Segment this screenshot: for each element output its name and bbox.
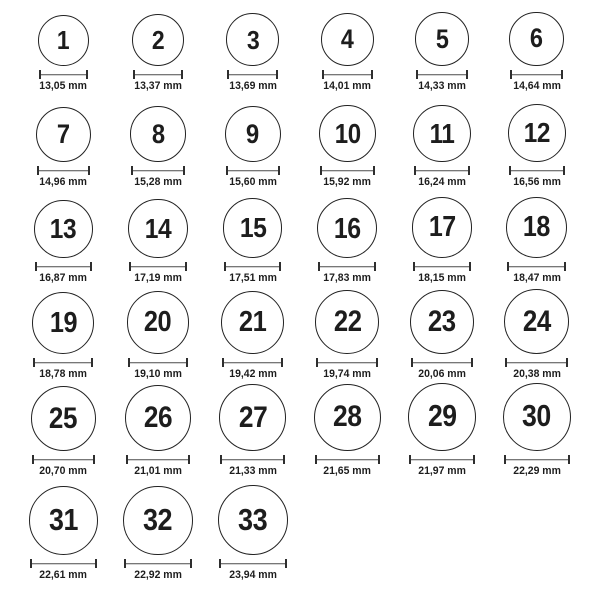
- diameter-ruler: [315, 455, 380, 464]
- diameter-label: 19,42 mm: [228, 368, 277, 380]
- diameter-label: 13,69 mm: [228, 80, 277, 92]
- ring-size-cell: [111, 189, 206, 285]
- ring-size-cell: [395, 381, 490, 478]
- diameter-ruler: [413, 262, 472, 271]
- diameter-ruler: [509, 166, 565, 175]
- ring-size-cell: [205, 478, 300, 582]
- diameter-ruler: [416, 70, 468, 79]
- ring-circle: [127, 291, 190, 354]
- ring-size-cell: [16, 285, 111, 381]
- ring-circle: [503, 383, 571, 451]
- diameter-label: 14,96 mm: [39, 176, 88, 188]
- ring-size-cell: [395, 11, 490, 93]
- diameter-ruler: [505, 358, 568, 367]
- ring-size-number: 3: [246, 24, 259, 55]
- diameter-label: 18,15 mm: [418, 272, 466, 284]
- ring-size-number: 8: [151, 118, 165, 149]
- ring-size-cell: [300, 93, 395, 189]
- ring-size-number: 13: [50, 212, 77, 244]
- diameter-ruler: [32, 455, 95, 464]
- ring-circle: [128, 199, 187, 258]
- diameter-ruler: [126, 455, 190, 464]
- diameter-label: 16,87 mm: [39, 272, 88, 284]
- ring-size-number: 1: [57, 25, 70, 56]
- ring-size-number: 33: [238, 501, 268, 537]
- ring-size-cell: [300, 189, 395, 285]
- ring-size-cell: [16, 11, 111, 93]
- diameter-ruler: [316, 358, 378, 367]
- diameter-ruler: [414, 166, 469, 175]
- ring-size-number: 2: [151, 24, 165, 55]
- diameter-label: 21,97 mm: [418, 465, 466, 477]
- diameter-label: 15,92 mm: [323, 176, 372, 188]
- ring-size-cell: [16, 93, 111, 189]
- ring-size-cell: [111, 93, 206, 189]
- ring-circle: [32, 292, 94, 354]
- diameter-ruler: [37, 166, 90, 175]
- diameter-ruler: [507, 262, 566, 271]
- ring-circle: [130, 106, 186, 162]
- ring-circle: [408, 383, 476, 451]
- diameter-ruler: [124, 559, 191, 568]
- ring-circle: [218, 485, 288, 555]
- diameter-label: 21,01 mm: [134, 465, 182, 477]
- ring-circle: [410, 290, 474, 354]
- ring-size-number: 9: [246, 118, 260, 150]
- ring-circle: [225, 106, 281, 162]
- ring-size-cell: [205, 11, 300, 93]
- ring-circle: [219, 384, 286, 451]
- diameter-ruler: [322, 70, 373, 79]
- ring-size-number: 16: [333, 211, 361, 244]
- diameter-label: 22,29 mm: [512, 465, 561, 477]
- diameter-ruler: [30, 559, 97, 568]
- ring-circle: [415, 12, 469, 66]
- diameter-label: 14,01 mm: [323, 80, 372, 92]
- ring-size-cell: [489, 93, 584, 189]
- diameter-ruler: [39, 70, 89, 79]
- diameter-ruler: [129, 262, 186, 271]
- ring-size-number: 27: [238, 400, 267, 434]
- ring-circle: [509, 12, 563, 66]
- diameter-ruler: [219, 559, 287, 568]
- ring-size-cell: [111, 381, 206, 478]
- ring-size-number: 6: [530, 23, 543, 54]
- ring-circle: [506, 197, 567, 258]
- diameter-label: 18,47 mm: [512, 272, 561, 284]
- ring-circle: [29, 486, 98, 555]
- ring-circle: [123, 486, 192, 555]
- ring-size-cell: [300, 381, 395, 478]
- diameter-label: 14,64 mm: [512, 80, 561, 92]
- ring-size-number: 18: [523, 211, 551, 244]
- diameter-label: 19,10 mm: [134, 368, 182, 380]
- ring-size-cell: [205, 93, 300, 189]
- ring-size-number: 32: [143, 502, 173, 537]
- diameter-ruler: [510, 70, 562, 79]
- diameter-ruler: [35, 262, 91, 271]
- ring-size-number: 4: [341, 24, 354, 55]
- diameter-label: 21,65 mm: [323, 465, 372, 477]
- ring-size-number: 26: [143, 401, 173, 435]
- ring-size-number: 7: [56, 119, 70, 150]
- ring-size-cell: [205, 285, 300, 381]
- diameter-ruler: [33, 358, 93, 367]
- ring-size-cell: [111, 285, 206, 381]
- ring-circle: [125, 385, 191, 451]
- ring-circle: [34, 200, 92, 258]
- diameter-ruler: [131, 166, 185, 175]
- diameter-label: 21,33 mm: [228, 465, 277, 477]
- ring-size-cell: [205, 189, 300, 285]
- ring-size-cell: [300, 285, 395, 381]
- diameter-ruler: [409, 455, 475, 464]
- diameter-label: 13,37 mm: [134, 80, 182, 92]
- ring-circle: [36, 107, 91, 162]
- diameter-label: 15,28 mm: [134, 176, 182, 188]
- diameter-ruler: [227, 70, 278, 79]
- ring-circle: [321, 13, 374, 66]
- ring-size-cell: [395, 189, 490, 285]
- ring-circle: [226, 13, 279, 66]
- ring-size-cell: [395, 93, 490, 189]
- ring-circle: [412, 197, 473, 258]
- ring-circle: [31, 386, 96, 451]
- diameter-label: 17,83 mm: [323, 272, 372, 284]
- ring-size-cell: [16, 381, 111, 478]
- diameter-ruler: [320, 166, 375, 175]
- ring-circle: [413, 105, 470, 162]
- ring-circle: [315, 290, 379, 354]
- ring-size-number: 19: [49, 306, 77, 339]
- diameter-label: 17,51 mm: [228, 272, 277, 284]
- ring-circle: [38, 15, 90, 67]
- diameter-ruler: [224, 262, 282, 271]
- ring-size-cell: [16, 189, 111, 285]
- diameter-label: 22,92 mm: [134, 569, 182, 581]
- diameter-label: 20,38 mm: [512, 368, 561, 380]
- diameter-ruler: [411, 358, 473, 367]
- diameter-ruler: [504, 455, 570, 464]
- ring-circle: [221, 291, 284, 354]
- diameter-ruler: [226, 166, 280, 175]
- ring-size-number: 23: [428, 305, 456, 339]
- diameter-label: 14,33 mm: [418, 80, 466, 92]
- diameter-label: 18,78 mm: [39, 368, 88, 380]
- ring-circle: [223, 198, 283, 258]
- diameter-label: 16,56 mm: [512, 176, 561, 188]
- ring-size-number: 17: [428, 211, 456, 244]
- diameter-ruler: [222, 358, 283, 367]
- diameter-label: 23,94 mm: [228, 569, 277, 581]
- ring-circle: [504, 289, 569, 354]
- ring-size-cell: [205, 381, 300, 478]
- ring-size-number: 29: [427, 400, 457, 434]
- ring-size-cell: [111, 11, 206, 93]
- ring-size-number: 25: [49, 401, 78, 435]
- ring-circle: [317, 198, 377, 258]
- ring-size-cell: [300, 11, 395, 93]
- diameter-label: 20,06 mm: [418, 368, 466, 380]
- ring-size-number: 10: [334, 117, 361, 149]
- diameter-label: 19,74 mm: [323, 368, 372, 380]
- ring-circle: [132, 14, 184, 66]
- ring-size-cell: [489, 11, 584, 93]
- ring-size-number: 24: [522, 304, 551, 338]
- ring-size-number: 15: [239, 212, 266, 244]
- ring-circle: [508, 104, 566, 162]
- ring-size-cell: [489, 285, 584, 381]
- ring-size-cell: [395, 285, 490, 381]
- ring-size-number: 28: [333, 400, 362, 434]
- ring-size-cell: [111, 478, 206, 582]
- diameter-ruler: [220, 455, 285, 464]
- ring-size-cell: [489, 189, 584, 285]
- diameter-label: 16,24 mm: [418, 176, 466, 188]
- diameter-label: 17,19 mm: [134, 272, 182, 284]
- diameter-ruler: [133, 70, 183, 79]
- diameter-ruler: [128, 358, 189, 367]
- diameter-label: 20,70 mm: [39, 465, 88, 477]
- ring-size-number: 20: [144, 306, 172, 339]
- diameter-label: 22,61 mm: [39, 569, 88, 581]
- diameter-ruler: [318, 262, 376, 271]
- ring-size-cell: [16, 478, 111, 582]
- diameter-label: 13,05 mm: [39, 80, 88, 92]
- ring-size-number: 31: [48, 503, 78, 538]
- ring-size-number: 22: [333, 305, 362, 338]
- ring-circle: [314, 384, 381, 451]
- ring-size-number: 11: [429, 117, 455, 149]
- ring-size-cell: [489, 381, 584, 478]
- ring-size-number: 30: [522, 399, 552, 433]
- ring-size-number: 21: [238, 305, 267, 338]
- ring-size-number: 5: [435, 23, 449, 54]
- diameter-label: 15,60 mm: [228, 176, 277, 188]
- ring-size-number: 14: [144, 212, 172, 244]
- ring-size-number: 12: [523, 117, 550, 149]
- ring-circle: [319, 105, 376, 162]
